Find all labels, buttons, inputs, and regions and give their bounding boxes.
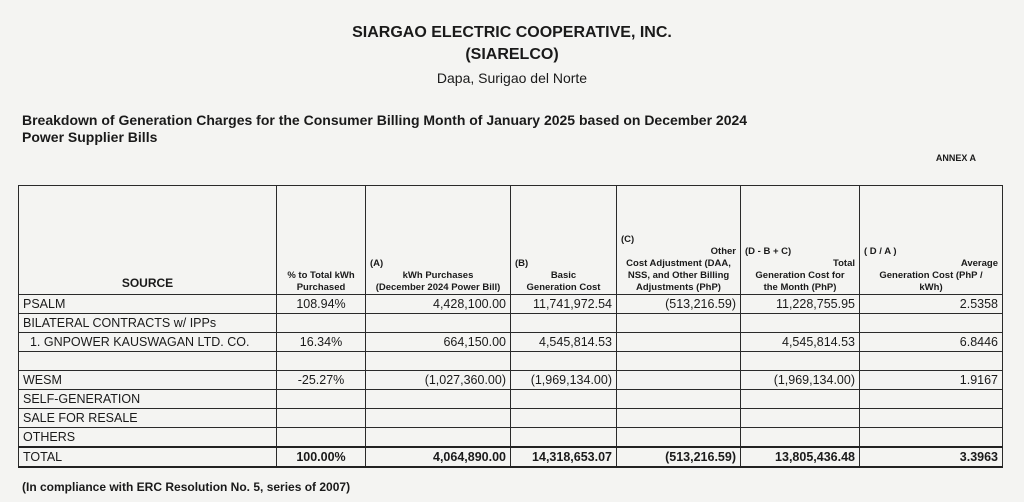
col-header-kwh: [366, 186, 511, 295]
cell-avg: [860, 314, 1003, 333]
col-header-source: SOURCE: [19, 186, 277, 295]
cell-total: [741, 428, 860, 448]
cell-pct: [277, 314, 366, 333]
cell-total: [741, 352, 860, 371]
report-title-line-2: Power Supplier Bills: [22, 129, 158, 145]
cell-pct: 108.94%: [277, 295, 366, 314]
cell-other: [617, 409, 741, 428]
cell-basic: (1,969,134.00): [511, 371, 617, 390]
col-header-basic-line: (B): [515, 258, 529, 269]
cell-kwh: [366, 390, 511, 409]
cell-basic: [511, 409, 617, 428]
table-header-row: [19, 186, 1003, 295]
col-header-avg-line: Generation Cost (PhP /: [879, 270, 983, 281]
cell-other: [617, 428, 741, 448]
cell-total: [741, 390, 860, 409]
report-title-line-1: Breakdown of Generation Charges for the Consumer Billing Month of January 2025 based on December 2024: [22, 112, 748, 128]
col-header-total-line: the Month (PhP): [763, 282, 837, 293]
cell-other: (513,216.59): [617, 295, 741, 314]
annex-label: ANNEX A: [935, 153, 976, 163]
cell-kwh: [366, 314, 511, 333]
cell-avg: [860, 390, 1003, 409]
cell-kwh: 4,428,100.00: [366, 295, 511, 314]
total-label: TOTAL: [19, 447, 277, 467]
cell-other: [617, 371, 741, 390]
org-abbreviation: (SIARELCO): [465, 46, 559, 63]
table-row: [19, 428, 1003, 448]
table-row: [19, 390, 1003, 409]
col-header-basic-line: Basic: [550, 270, 577, 281]
cell-avg: [860, 352, 1003, 371]
report-title: [22, 112, 922, 146]
cell-source: PSALM: [19, 295, 277, 314]
generation-charges-table: [18, 185, 1003, 468]
col-header-avg-line: ( D / A ): [864, 246, 897, 257]
cell-avg: [860, 428, 1003, 448]
cell-other: [617, 314, 741, 333]
org-address: Dapa, Surigao del Norte: [436, 70, 588, 86]
cell-total: (1,969,134.00): [741, 371, 860, 390]
cell-basic: 4,545,814.53: [511, 333, 617, 352]
cell-pct: [277, 352, 366, 371]
total-kwh: 4,064,890.00: [366, 447, 511, 467]
cell-other: [617, 352, 741, 371]
col-header-pct-line: Purchased: [296, 282, 346, 293]
total-basic: 14,318,653.07: [511, 447, 617, 467]
cell-total: [741, 409, 860, 428]
col-header-other: [617, 186, 741, 295]
col-header-total-line: Generation Cost for: [755, 270, 845, 281]
cell-source: WESM: [19, 371, 277, 390]
cell-basic: [511, 314, 617, 333]
cell-total: [741, 314, 860, 333]
total-other: (513,216.59): [617, 447, 741, 467]
cell-kwh: [366, 409, 511, 428]
cell-source: 1. GNPOWER KAUSWAGAN LTD. CO.: [19, 333, 277, 352]
col-header-other-line: Cost Adjustment (DAA,: [626, 258, 731, 269]
col-header-avg-line: kWh): [919, 282, 943, 293]
cell-pct: -25.27%: [277, 371, 366, 390]
total-total: 13,805,436.48: [741, 447, 860, 467]
cell-other: [617, 333, 741, 352]
cell-total: 4,545,814.53: [741, 333, 860, 352]
cell-kwh: 664,150.00: [366, 333, 511, 352]
col-header-kwh-line: (December 2024 Power Bill): [375, 282, 501, 293]
cell-total: 11,228,755.95: [741, 295, 860, 314]
cell-source: SELF-GENERATION: [19, 390, 277, 409]
cell-kwh: [366, 352, 511, 371]
col-header-pct: [277, 186, 366, 295]
col-header-total-line: Total: [833, 258, 855, 269]
cell-kwh: (1,027,360.00): [366, 371, 511, 390]
col-header-other-line: Adjustments (PhP): [636, 282, 721, 293]
cell-basic: [511, 428, 617, 448]
table-row: [19, 409, 1003, 428]
cell-source: [19, 352, 277, 371]
col-header-other-line: (C): [621, 234, 635, 245]
table-row: [19, 371, 1003, 390]
col-header-other-line: NSS, and Other Billing: [627, 270, 730, 281]
cell-avg: 6.8446: [860, 333, 1003, 352]
table-row: [19, 333, 1003, 352]
col-header-other-line: Other: [710, 246, 736, 257]
total-avg: 3.3963: [860, 447, 1003, 467]
col-header-total: [741, 186, 860, 295]
org-name: SIARGAO ELECTRIC COOPERATIVE, INC.: [352, 24, 672, 41]
table-row: [19, 314, 1003, 333]
total-row: [19, 447, 1003, 467]
total-pct: 100.00%: [277, 447, 366, 467]
cell-pct: 16.34%: [277, 333, 366, 352]
cell-basic: [511, 390, 617, 409]
col-header-avg-line: Average: [960, 258, 998, 269]
col-header-basic-line: Generation Cost: [526, 282, 601, 293]
cell-pct: [277, 390, 366, 409]
cell-source: SALE FOR RESALE: [19, 409, 277, 428]
cell-avg: [860, 409, 1003, 428]
cell-source: BILATERAL CONTRACTS w/ IPPs: [19, 314, 277, 333]
cell-pct: [277, 409, 366, 428]
cell-basic: 11,741,972.54: [511, 295, 617, 314]
cell-basic: [511, 352, 617, 371]
cell-pct: [277, 428, 366, 448]
table-row: [19, 352, 1003, 371]
col-header-basic: [511, 186, 617, 295]
cell-avg: 2.5358: [860, 295, 1003, 314]
cell-source: OTHERS: [19, 428, 277, 448]
cell-other: [617, 390, 741, 409]
cell-kwh: [366, 428, 511, 448]
cell-avg: 1.9167: [860, 371, 1003, 390]
col-header-kwh-line: kWh Purchases: [402, 270, 474, 281]
table-row: [19, 295, 1003, 314]
col-header-total-line: (D - B + C): [745, 246, 792, 257]
col-header-kwh-line: (A): [370, 258, 384, 269]
col-header-avg: [860, 186, 1003, 295]
col-header-pct-line: % to Total kWh: [287, 270, 355, 281]
compliance-footnote: (In compliance with ERC Resolution No. 5, series of 2007): [22, 480, 351, 494]
